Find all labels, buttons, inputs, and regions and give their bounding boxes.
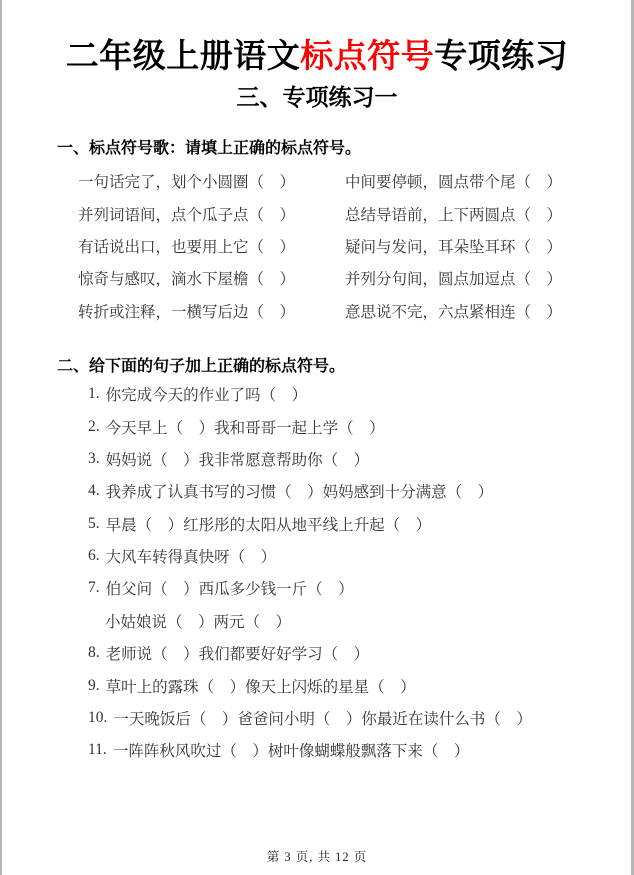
song-line-left: 并列词语间，点个瓜子点（ ）	[78, 206, 296, 224]
item-number: 11.	[88, 741, 107, 759]
song-row	[78, 197, 634, 229]
song-line-right: 总结导语前，上下两圆点（ ）	[345, 206, 563, 224]
item-number: 4.	[88, 482, 100, 500]
song-line-right: 中间要停顿，圆点带个尾（ ）	[345, 174, 563, 192]
song-line-left: 惊奇与感叹，滴水下屋檐（ ）	[78, 271, 296, 289]
item-text: 今天早上（ ）我和哥哥一起上学（ ）	[105, 419, 385, 437]
item-number: 8.	[88, 644, 100, 662]
item-text: 一阵阵秋风吹过（ ）树叶像蝴蝶般飘落下来（ ）	[112, 743, 470, 761]
song-row	[78, 295, 634, 327]
exercise-item	[88, 508, 634, 540]
exercise-item	[88, 669, 634, 701]
item-number: 2.	[88, 417, 100, 435]
item-number: 5.	[88, 514, 100, 532]
item-text: 大风车转得真快呀（ ）	[105, 549, 277, 567]
title-part2: 专项练习	[434, 37, 569, 74]
exercise-item	[88, 410, 634, 442]
song-row	[78, 262, 634, 294]
section-one-heading: 一、标点符号歌：请填上正确的标点符号。	[57, 140, 362, 157]
item-number: 9.	[88, 676, 100, 694]
item-number: 7.	[88, 579, 100, 597]
song-line-right: 并列分句间，圆点加逗点（ ）	[345, 271, 563, 289]
exercise-item	[88, 443, 634, 475]
exercise-list	[88, 378, 634, 767]
exercise-item	[88, 734, 634, 766]
item-text: 早晨（ ）红彤彤的太阳从地平线上升起（ ）	[105, 516, 432, 534]
item-number: 1.	[88, 385, 100, 403]
item-text: 妈妈说（ ）我非常愿意帮助你（ ）	[105, 451, 370, 469]
section-two-heading: 二、给下面的句子加上正确的标点符号。	[57, 357, 346, 375]
item-text: 我养成了认真书写的习惯（ ）妈妈感到十分满意（ ）	[105, 484, 494, 502]
exercise-item	[88, 475, 634, 507]
song-line-left: 转折或注释，一横写后边（ ）	[78, 303, 296, 321]
song-line-left: 有话说出口，也要用上它（ ）	[78, 238, 296, 256]
exercise-item	[88, 637, 634, 669]
item-text: 伯父问（ ）西瓜多少钱一斤（ ）	[105, 581, 354, 599]
item-continuation: 小姑娘说（ ）两元（ ）	[105, 613, 292, 631]
song-row	[78, 165, 634, 197]
item-number: 10.	[88, 709, 108, 727]
punctuation-song	[78, 165, 634, 327]
item-text: 老师说（ ）我们都要好好学习（ ）	[105, 646, 370, 664]
song-line-right: 意思说不完，六点紧相连（ ）	[345, 303, 563, 321]
page-subtitle: 三、专项练习一	[236, 84, 398, 110]
page-title	[0, 0, 634, 76]
song-row	[78, 230, 634, 262]
item-number: 6.	[88, 547, 100, 565]
exercise-item	[88, 572, 634, 604]
song-line-right: 疑问与发问，耳朵坠耳环（ ）	[345, 238, 563, 256]
item-text: 草叶上的露珠（ ）像天上闪烁的星星（ ）	[105, 678, 416, 696]
item-text: 你完成今天的作业了吗（ ）	[105, 387, 308, 405]
exercise-item	[88, 702, 634, 734]
exercise-item	[88, 378, 634, 410]
page-left-edge	[0, 0, 2, 875]
title-highlight: 标点符号	[300, 37, 435, 74]
item-number: 3.	[88, 449, 100, 467]
item-text: 一天晚饭后（ ）爸爸问小明（ ）你最近在读什么书（ ）	[113, 711, 532, 729]
page-footer: 第 3 页, 共 12 页	[266, 850, 368, 864]
song-line-left: 一句话完了，划个小圆圈（ ）	[78, 174, 296, 192]
title-part1: 二年级上册语文	[65, 37, 301, 74]
exercise-item	[88, 540, 634, 572]
